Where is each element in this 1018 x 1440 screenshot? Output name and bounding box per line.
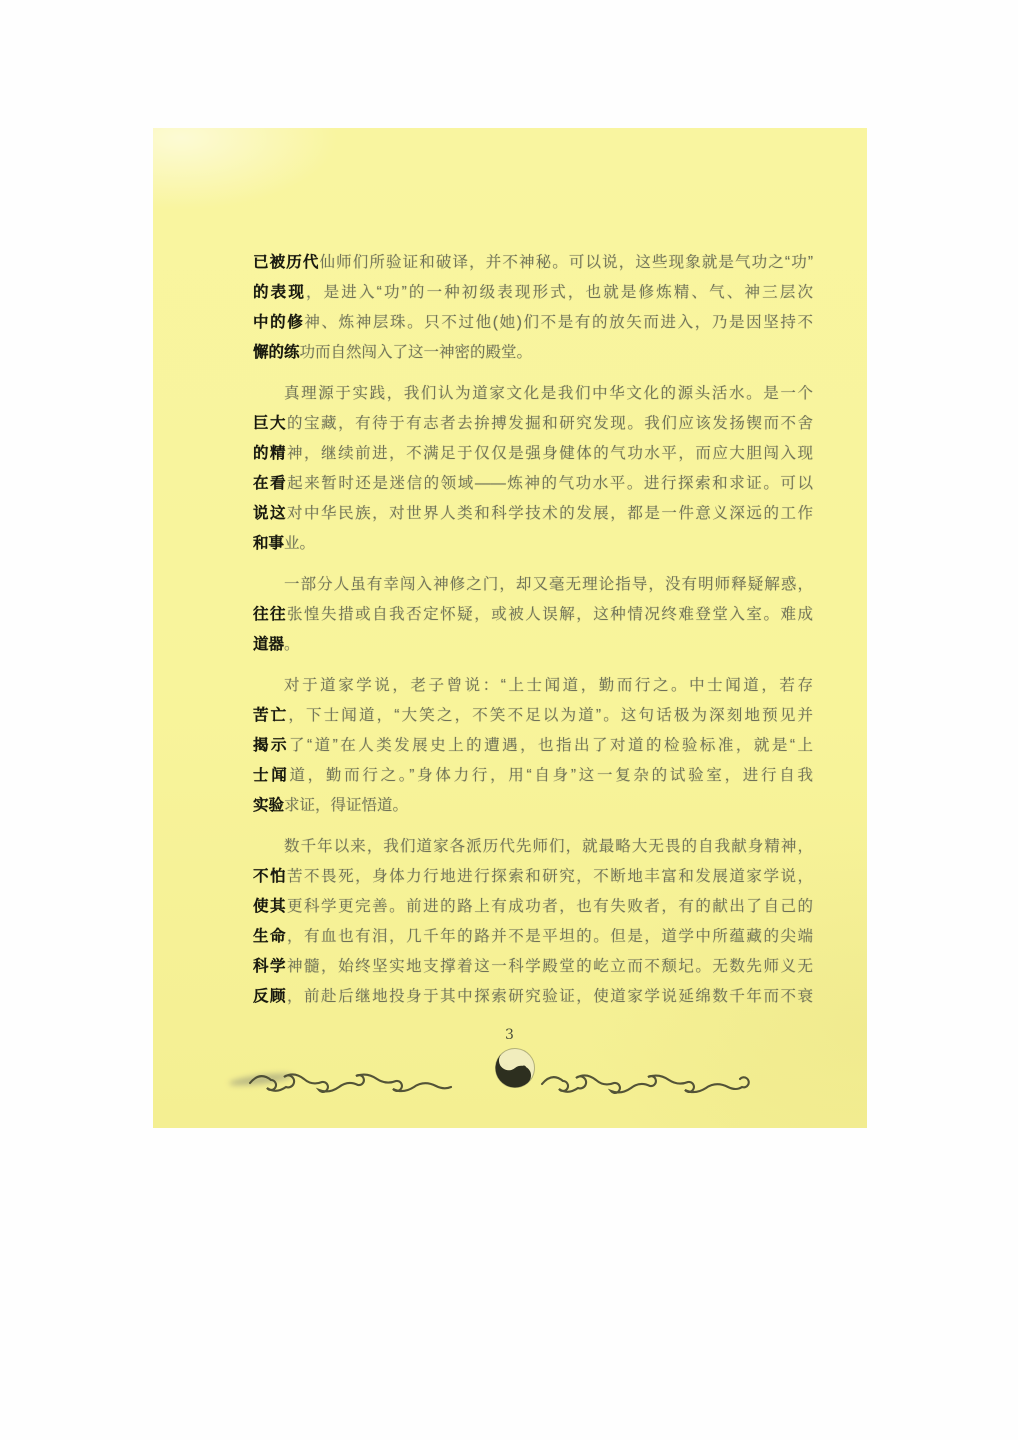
book-page: [153, 128, 867, 1128]
text-line: [253, 248, 813, 278]
text-line: [253, 469, 813, 499]
line-text: 的宝藏，有待于有志者去拚搏发掘和研究发现。我们应该发扬锲而不舍: [287, 415, 813, 432]
text-line: [253, 731, 813, 761]
text-line: [253, 701, 813, 731]
text-line: [253, 671, 813, 701]
text-line: [253, 922, 813, 952]
line-text: 道，勤而行之。”身体力行，用“自身”这一复杂的试验室，进行自我: [289, 767, 813, 784]
line-text: ，前赴后继地投身于其中探索研究验证，使道家学说延绵数千年而不衰: [287, 988, 813, 1005]
text-line: [253, 982, 813, 1012]
bold-margin-text: 士闻: [253, 767, 290, 784]
line-text: ，是进入“功”的一种初级表现形式，也就是修炼精、气、神三层次: [305, 284, 813, 301]
line-text: 真理源于实践，我们认为道家文化是我们中华文化的源头活水。是一个: [284, 385, 813, 402]
line-text: 求证，得证悟道。: [284, 797, 409, 814]
line-text: 神髓，始终坚实地支撑着这一科学殿堂的屹立而不颓圮。无数先师义无: [287, 958, 813, 975]
line-text: 仙师们所验证和破译，并不神秘。可以说，这些现象就是气功之“功”: [319, 254, 813, 271]
line-text: 神、炼神层珠。只不过他(她)们不是有的放矢而进入，乃是因坚持不: [304, 314, 813, 331]
bold-margin-text: 在看: [253, 475, 288, 492]
bold-margin-text: 道器: [253, 636, 285, 653]
paragraph: [253, 671, 813, 821]
paragraph: [253, 832, 813, 1012]
text-line: [253, 529, 813, 559]
text-line: [253, 308, 813, 338]
bold-margin-text: 反顾: [253, 988, 288, 1005]
bold-margin-text: 实验: [253, 797, 285, 814]
text-line: [253, 409, 813, 439]
text-line: [253, 892, 813, 922]
bold-margin-text: 生命: [253, 928, 288, 945]
bold-margin-text: 已被历代: [253, 254, 320, 271]
line-text: ，下士闻道，“大笑之，不笑不足以为道”。这句话极为深刻地预见并: [288, 707, 813, 724]
line-text: ，有血也有泪，几千年的路并不是平坦的。但是，道学中所蕴藏的尖端: [287, 928, 813, 945]
divider-graphic: [246, 1042, 806, 1098]
line-text: 苦不畏死，身体力行地进行探索和研究，不断地丰富和发展道家学说，: [287, 868, 813, 885]
line-text: 更科学更完善。前进的路上有成功者，也有失败者，有的献出了自己的: [287, 898, 813, 915]
bold-margin-text: 的精: [253, 445, 288, 462]
bold-margin-text: 说这: [253, 505, 288, 522]
line-text: 对于道家学说，老子曾说：“上士闻道，勤而行之。中士闻道，若存: [284, 677, 813, 694]
line-text: 神，继续前进，不满足于仅仅是强身健体的气功水平，而应大胆闯入现: [287, 445, 813, 462]
text-line: [253, 338, 813, 368]
line-text: 一部分人虽有幸闯入神修之门，却又毫无理论指导，没有明师释疑解惑，: [284, 576, 813, 593]
line-text: 对中华民族，对世界人类和科学技术的发展，都是一件意义深远的工作: [287, 505, 813, 522]
line-text: 。: [284, 636, 300, 653]
bold-margin-text: 懈的练: [253, 344, 300, 361]
line-text: 起来暂时还是迷信的领域——炼神的气功水平。进行探索和求证。可以: [287, 475, 813, 492]
text-line: [253, 439, 813, 469]
line-text: 数千年以来，我们道家各派历代先师们，就最略大无畏的自我献身精神，: [284, 838, 813, 855]
text-line: [253, 499, 813, 529]
yinyang-icon: [488, 1042, 543, 1095]
bold-margin-text: 科学: [253, 958, 288, 975]
bold-margin-text: 揭示: [253, 737, 289, 754]
bold-margin-text: 中的修: [253, 314, 305, 331]
bold-margin-text: 不怕: [253, 868, 288, 885]
text-line: [253, 791, 813, 821]
paragraph: [253, 570, 813, 660]
paragraph: [253, 379, 813, 559]
line-text: 业。: [284, 535, 316, 552]
bold-margin-text: 的表现: [253, 284, 306, 301]
text-line: [253, 570, 813, 600]
text-line: [253, 832, 813, 862]
line-text: 功而自然闯入了这一神密的殿堂。: [299, 344, 533, 361]
page-number: 3: [505, 1027, 515, 1043]
swirl-right-icon: [542, 1075, 749, 1092]
text-line: [253, 278, 813, 308]
text-line: [253, 862, 813, 892]
footer-ornament: [246, 1042, 806, 1098]
body-text: [253, 248, 813, 1023]
text-line: [253, 379, 813, 409]
bold-margin-text: 巨大: [253, 415, 288, 432]
bold-margin-text: 苦亡: [253, 707, 289, 724]
text-line: [253, 761, 813, 791]
bold-margin-text: 往往: [253, 606, 288, 623]
line-text: 张惶失措或自我否定怀疑，或被人误解，这种情况终难登堂入室。难成: [287, 606, 813, 623]
text-line: [253, 630, 813, 660]
swirl-left-icon: [250, 1074, 451, 1091]
bold-margin-text: 和事: [253, 535, 285, 552]
paragraph: [253, 248, 813, 368]
text-line: [253, 952, 813, 982]
text-line: [253, 600, 813, 630]
line-text: 了“道”在人类发展史上的遭遇，也指出了对道的检验标准，就是“上: [288, 737, 813, 754]
bold-margin-text: 使其: [253, 898, 288, 915]
